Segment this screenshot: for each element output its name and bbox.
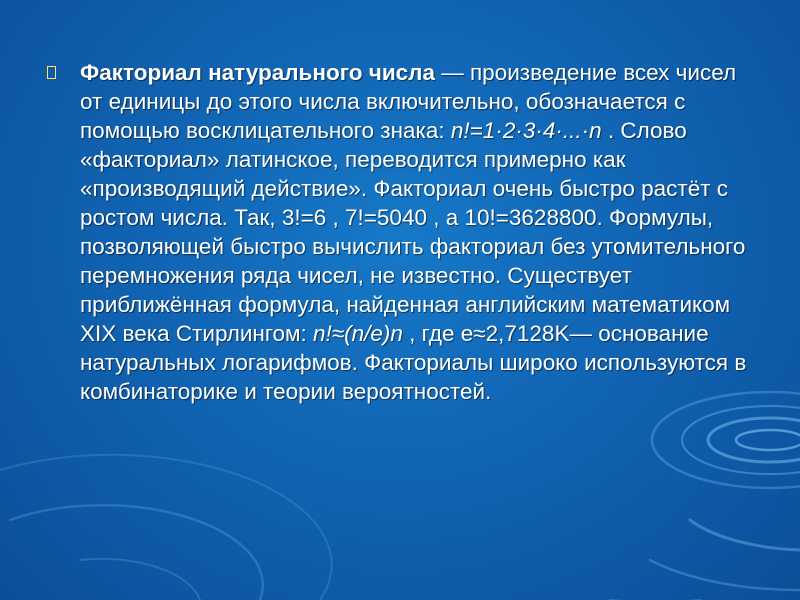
factorial-formula: n!=1·2·3·4·...·n xyxy=(450,118,602,143)
term-heading: Факториал натурального числа xyxy=(80,60,435,85)
hollow-square-bullet-icon xyxy=(47,66,56,79)
paragraph-text-1: — произведение всех чисел от единицы до этого числа включительно, обозначается с помощью восклицательного знака: xyxy=(80,60,737,143)
content-block xyxy=(47,58,747,406)
paragraph-text-2: . Слово «факториал» латинское, переводится примерно как «производящий действие». Факториал очень быстро растёт с ростом числа. Так, 3!=6 , 7!=5040 , а 10!=3628800. Формулы, позволяющей быстро вычислить факториал без утомительного перемножения ряда чисел, не известно. Существует приближённая формула, найденная английским математиком XIX века Стирлингом: xyxy=(80,118,746,346)
paragraph-text-3: , где e≈2,7128K— основание натуральных логарифмов. Факториалы широко используются в комбинаторике и теории вероятностей. xyxy=(80,321,747,404)
stirling-formula: n!≈(n/e)n xyxy=(313,321,403,346)
factorial-paragraph xyxy=(47,58,747,406)
